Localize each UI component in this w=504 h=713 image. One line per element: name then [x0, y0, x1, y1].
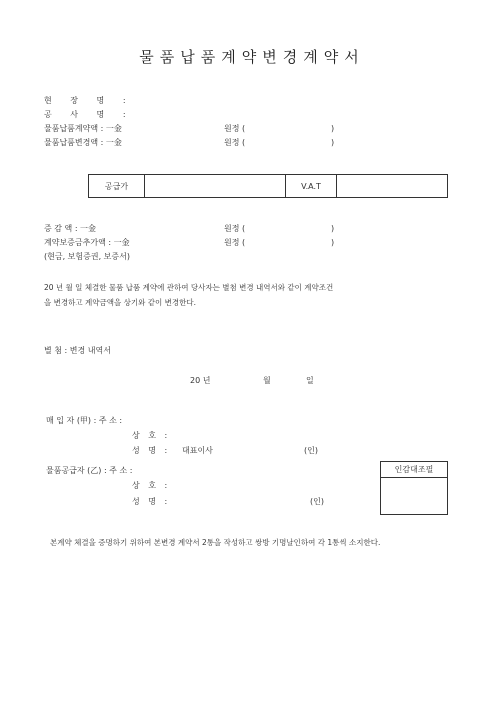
original-contract-close: ): [331, 124, 335, 133]
supply-price-value: [145, 175, 286, 198]
date-day: 일: [306, 376, 314, 385]
guarantee-label: 계약보증금추가액 : 一金: [44, 238, 130, 247]
site-name-label: 현 장 명 :: [44, 96, 134, 105]
vat-label: V.A.T: [286, 175, 337, 198]
buyer-company-label: 상 호 :: [132, 431, 171, 440]
supplier-company-label: 상 호 :: [132, 481, 171, 490]
supplier-seal-mark: (인): [310, 497, 324, 506]
buyer-seal-mark: (인): [304, 446, 318, 455]
date-month: 월: [263, 376, 271, 385]
increase-close: ): [331, 224, 335, 233]
document-title: 물품납품계약변경계약서: [139, 48, 365, 66]
seal-verification-box: [380, 461, 448, 515]
project-name-label: 공 사 명 :: [44, 110, 134, 119]
closing-statement: 본계약 체결을 증명하기 위하여 본변경 계약서 2통을 작성하고 쌍방 기명날인하여 각 1통씩 소지한다.: [50, 538, 381, 547]
original-contract-won: 원정 (: [224, 124, 246, 133]
buyer-name-label: 성 명 :: [132, 446, 171, 455]
guarantee-won: 원정 (: [224, 238, 246, 247]
original-contract-label: 물품납품계약액 : 一金: [44, 124, 122, 133]
buyer-ceo-label: 대표이사: [182, 446, 213, 455]
supplier-address-label: 물품공급자 (乙) : 주 소 :: [46, 466, 133, 475]
buyer-address-label: 매 입 자 (甲) : 주 소 :: [46, 416, 123, 425]
date-year: 20 년: [190, 376, 211, 385]
changed-contract-label: 물품납품변경액 : 一金: [44, 138, 122, 147]
seal-verification-label: 인감대조필: [381, 462, 447, 478]
guarantee-close: ): [331, 238, 335, 247]
changed-contract-won: 원정 (: [224, 138, 246, 147]
body-line-2: 을 변경하고 계약금액을 상기와 같이 변경한다.: [44, 298, 196, 307]
body-line-1: 20 년 월 일 체결한 물품 납품 계약에 관하여 당사자는 별첨 변경 내역서와 같이 계약조건: [44, 283, 334, 292]
supplier-name-label: 성 명 :: [132, 497, 171, 506]
guarantee-note: (현금, 보험증권, 보증서): [44, 252, 130, 261]
increase-label: 증 감 액 : 一金: [44, 224, 97, 233]
supply-price-label: 공급가: [89, 175, 145, 198]
increase-won: 원정 (: [224, 224, 246, 233]
changed-contract-close: ): [331, 138, 335, 147]
attachment-line: 별 첨 : 변경 내역서: [44, 346, 111, 355]
supply-price-table: [88, 174, 448, 198]
vat-value: [337, 175, 448, 198]
